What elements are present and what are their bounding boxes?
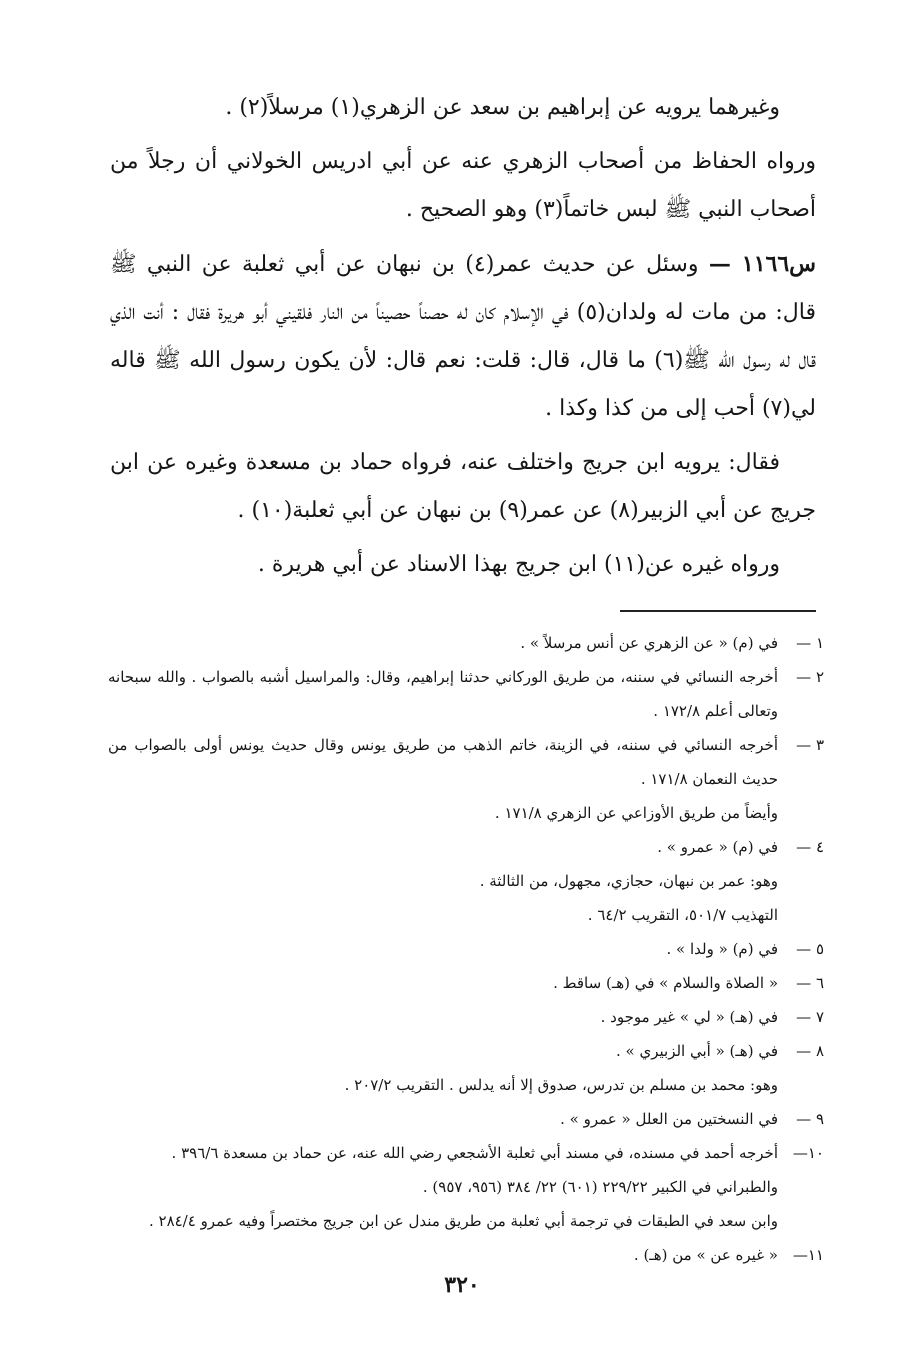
paragraph-3 bbox=[110, 240, 816, 433]
footnote-text: « غيره عن » من (هـ) . bbox=[633, 1246, 778, 1264]
footnote-10-continued bbox=[108, 1170, 824, 1204]
footnote-4-continued bbox=[108, 864, 824, 898]
footnote-1 bbox=[108, 626, 824, 660]
footnote-text: التهذيب ٥٠١/٧، التقريب ٦٤/٢ . bbox=[587, 906, 778, 924]
footnote-4-continued bbox=[108, 898, 824, 932]
footnote-text: والطبراني في الكبير ٢٢٩/٢٢ (٦٠١) ٢٢/ ٣٨٤ (٩٥٦، ٩٥٧) . bbox=[422, 1178, 778, 1196]
footnote-7 bbox=[108, 1000, 824, 1034]
footnote-number: ١١— bbox=[792, 1246, 824, 1264]
footnote-text: وابن سعد في الطبقات في ترجمة أبي ثعلبة من طريق مندل عن ابن جريج مختصراً وفيه عمرو ٢٨٤/٤ . bbox=[148, 1212, 778, 1230]
footnote-6 bbox=[108, 966, 824, 1000]
footnote-9 bbox=[108, 1102, 824, 1136]
footnote-number: ١ — bbox=[796, 634, 824, 652]
footnote-text: وهو: عمر بن نبهان، حجازي، مجهول، من الثالثة . bbox=[479, 872, 778, 890]
footnote-number: ٢ — bbox=[796, 668, 824, 686]
paragraph-1: وغيرهما يرويه عن إبراهيم بن سعد عن الزهري(١) مرسلاً(٢) . bbox=[225, 95, 780, 120]
footnote-number: ٦ — bbox=[796, 974, 824, 992]
footnote-number: ٤ — bbox=[796, 838, 824, 856]
paragraph-4: فقال: يرويه ابن جريج واختلف عنه، فرواه حماد بن مسعدة وغيره عن ابن جريج عن أبي الزبير(٨) عن عمر(٩) بن نبهان عن أبي ثعلبة(١٠) . bbox=[110, 450, 816, 523]
footnote-text: في (م) « ولدا » . bbox=[666, 940, 778, 958]
footnote-3-continued bbox=[108, 796, 824, 830]
footnote-text: في (م) « عن الزهري عن أنس مرسلاً » . bbox=[520, 634, 778, 652]
paragraph-3-text: وسئل عن حديث عمر(٤) بن نبهان عن أبي ثعلبة عن النبي ﷺ قال: من مات له ولدان(٥) في الإسلام كان له حصناً حصيناً من النار فلقيني أبو هريرة فقال : أنت الذي قال له رسول الله ﷺ(٦) ما قال، قال: قلت: نعم قال: لأن يكون رسول الله ﷺ قاله لي(٧) أحب إلى من كذا وكذا . bbox=[110, 252, 816, 421]
question-number: س١١٦٦ — bbox=[708, 251, 816, 277]
footnote-text: وأيضاً من طريق الأوزاعي عن الزهري ١٧١/٨ . bbox=[494, 804, 778, 822]
footnote-text: أخرجه أحمد في مسنده، في مسند أبي ثعلبة الأشجعي رضي الله عنه، عن حماد بن مسعدة ٣٩٦/٦ . bbox=[171, 1144, 778, 1162]
footnote-text: في (هـ) « أبي الزبيري » . bbox=[616, 1042, 778, 1060]
footnote-3 bbox=[108, 728, 824, 796]
footnote-2 bbox=[108, 660, 824, 728]
page-number: ٣٢٠ bbox=[444, 1272, 480, 1298]
footnote-4 bbox=[108, 830, 824, 864]
footnote-text: في النسختين من العلل « عمرو » . bbox=[560, 1110, 778, 1128]
footnote-number: ٧ — bbox=[796, 1008, 824, 1026]
footnote-8 bbox=[108, 1034, 824, 1068]
footnote-text: أخرجه النسائي في سننه، من طريق الوركاني حدثنا إبراهيم، وقال: والمراسيل أشبه بالصواب . والله سبحانه وتعالى أعلم ١٧٢/٨ . bbox=[108, 668, 778, 720]
paragraph-5: ورواه غيره عن(١١) ابن جريج بهذا الاسناد عن أبي هريرة . bbox=[257, 552, 780, 577]
footnote-text: في (هـ) « لي » غير موجود . bbox=[600, 1008, 778, 1026]
footnote-text: في (م) « عمرو » . bbox=[657, 838, 778, 856]
footnotes bbox=[108, 626, 824, 1272]
footnote-divider bbox=[620, 610, 816, 612]
footnote-text: « الصلاة والسلام » في (هـ) ساقط . bbox=[553, 974, 778, 992]
footnote-11 bbox=[108, 1238, 824, 1272]
footnote-8-continued bbox=[108, 1068, 824, 1102]
footnote-text: وهو: محمد بن مسلم بن تدرس، صدوق إلا أنه يدلس . التقريب ٢٠٧/٢ . bbox=[344, 1076, 778, 1094]
footnote-text: أخرجه النسائي في سننه، في الزينة، خاتم الذهب من طريق يونس وقال حديث يونس أولى بالصواب من حديث النعمان ١٧١/٨ . bbox=[108, 736, 778, 788]
footnote-number: ١٠— bbox=[792, 1144, 824, 1162]
paragraph-2: ورواه الحفاظ من أصحاب الزهري عنه عن أبي ادريس الخولاني أن رجلاً من أصحاب النبي ﷺ لبس خاتماً(٣) وهو الصحيح . bbox=[110, 149, 816, 222]
footnote-number: ٩ — bbox=[796, 1110, 824, 1128]
footnote-number: ٨ — bbox=[796, 1042, 824, 1060]
footnote-5 bbox=[108, 932, 824, 966]
footnote-number: ٥ — bbox=[796, 940, 824, 958]
footnote-10 bbox=[108, 1136, 824, 1170]
footnote-number: ٣ — bbox=[796, 736, 824, 754]
main-text bbox=[110, 84, 816, 595]
footnote-10-continued bbox=[108, 1204, 824, 1238]
